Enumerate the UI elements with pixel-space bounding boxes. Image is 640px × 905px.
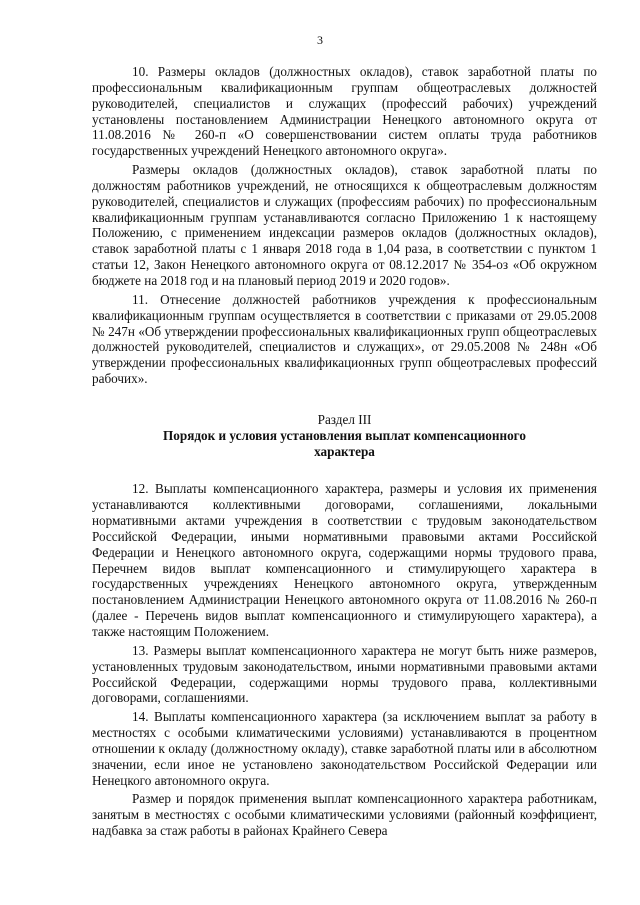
paragraph-10: 10. Размеры окладов (должностных окладов), ставок заработной платы по профессиональным квалификационным группам общеотраслевых должностей руководителей, специалистов и служащих (профессий рабочих) учреждений установлены постановлением Администрации Ненецкого автономного округа от 11.08.2016 № 260-п «О совершенствовании систем оплаты труда работников государственных учреждений Ненецкого автономного округа». <box>92 64 597 159</box>
section-title: Порядок и условия установления выплат компенсационного характера <box>163 427 526 459</box>
paragraph-13: 13. Размеры выплат компенсационного характера не могут быть ниже размеров, установленных трудовым законодательством, иными нормативными правовыми актами Российской Федерации, содержащими нормы трудового права, коллективными договорами, соглашениями. <box>92 642 597 706</box>
paragraph-14: 14. Выплаты компенсационного характера (за исключением выплат за работу в местностях с особыми климатическими условиями) устанавливаются в процентном отношении к окладу (должностному окладу), ставке заработной платы или в абсолютном значении, если иное не установлено законодательством Российской Федерации или Ненецкого автономного округа. <box>92 709 597 788</box>
section-label: Раздел III <box>317 411 372 427</box>
page-number: 3 <box>317 33 323 47</box>
paragraph-12: 12. Выплаты компенсационного характера, размеры и условия их применения устанавливаются коллективными договорами, соглашениями, локальными нормативными актами учреждения в соответствии с трудовым законодательством Российской Федерации, иными нормативными правовыми актами Российской Федерации и Ненецкого автономного округа, содержащими нормы трудового права, Перечнем видов выплат компенсационного и стимулирующего характера в государственных учреждениях Ненецкого автономного округа, утвержденным постановлением Администрации Ненецкого автономного округа от 11.08.2016 № 260-п (далее - Перечень видов выплат компенсационного и стимулирующего характера), а также настоящим Положением. <box>92 481 597 639</box>
paragraph-salary-sizes: Размеры окладов (должностных окладов), ставок заработной платы по должностям работников учреждений, не относящихся к общеотраслевым должностям руководителей, специалистов и служащих (профессиям рабочих) по профессиональным квалификационным группам устанавливаются согласно Приложению 1 к настоящему Положению, с применением индексации размеров окладов (должностных окладов), ставок заработной платы с 1 января 2018 года в 1,04 раза, в соответствии с пунктом 1 статьи 12, Закон Ненецкого автономного округа от 08.12.2017 № 354-оз «Об окружном бюджете на 2018 год и на плановый период 2019 и 2020 годов». <box>92 162 597 288</box>
paragraph-11: 11. Отнесение должностей работников учреждения к профессиональным квалификационным группам осуществляется в соответствии с приказами от 29.05.2008 № 247н «Об утверждении профессиональных квалификационных групп общеотраслевых должностей руководителей, специалистов и служащих», от 29.05.2008 № 248н «Об утверждении профессиональных квалификационных групп общеотраслевых профессий рабочих». <box>92 291 597 387</box>
paragraph-northern-allowance: Размер и порядок применения выплат компенсационного характера работникам, занятым в местностях с особыми климатическими условиями (районный коэффициент, надбавка за стаж работы в районах Крайнего Севера <box>92 791 597 839</box>
section-heading <box>92 412 597 460</box>
document-body <box>92 64 597 839</box>
